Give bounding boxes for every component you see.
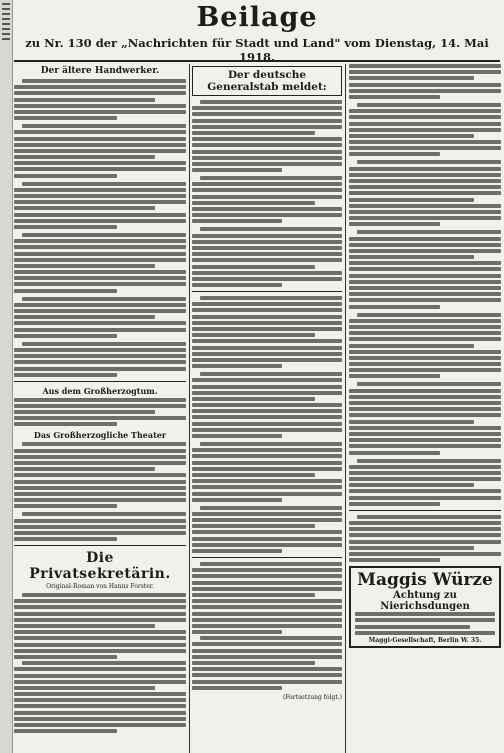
- article-body: [14, 297, 186, 338]
- article-body: [14, 442, 186, 508]
- ad-footer: Maggi-Gesellschaft, Berlin W. 35.: [368, 636, 482, 644]
- continuation-note: (Fortsetzung folgt.): [283, 693, 342, 701]
- report-box-title: Der deutsche Generalstab meldet:: [192, 66, 342, 96]
- article-body: [14, 233, 186, 293]
- article-body: [14, 512, 186, 541]
- column-middle: [192, 64, 342, 753]
- article-body: [14, 342, 186, 377]
- report-body: [192, 227, 342, 287]
- left-page-edge: [0, 0, 13, 753]
- column-divider: [345, 64, 346, 753]
- column-left: [14, 64, 186, 753]
- masthead-rule: [14, 60, 500, 62]
- advertisement-maggi: [349, 566, 501, 648]
- article-body: [192, 372, 342, 438]
- masthead-subtitle: zu Nr. 130 der „Nachrichten für Stadt und Land" vom Dienstag, 14. Mai 1918.: [25, 36, 489, 64]
- masthead: [14, 2, 500, 64]
- article-body: [349, 230, 501, 308]
- novel-author: Original-Roman von Hanns Forster.: [46, 583, 154, 591]
- novel-body: [14, 593, 186, 733]
- article-body: [14, 398, 186, 427]
- article-title-handwerker: Der ältere Handwerker.: [40, 66, 160, 76]
- article-body: [349, 103, 501, 157]
- article-title-theater: Das Großherzogliche Theater: [33, 430, 167, 441]
- article-body: [349, 515, 501, 562]
- article-body: [192, 296, 342, 368]
- novel-body: [192, 562, 342, 690]
- article-body: [349, 459, 501, 506]
- article-body: [192, 442, 342, 502]
- novel-title: Die Privatsekretärin.: [29, 550, 171, 583]
- column-right: [349, 64, 501, 753]
- article-body: [349, 64, 501, 99]
- article-body: [14, 182, 186, 229]
- article-body: [349, 382, 501, 454]
- article-title-grossherzogtum: Aus dem Großherzogtum.: [42, 385, 158, 396]
- masthead-title: Beilage: [196, 2, 318, 33]
- article-body: [349, 160, 501, 226]
- ad-title: Maggis Würze: [357, 570, 493, 591]
- article-body: [14, 124, 186, 178]
- article-body: [192, 506, 342, 553]
- article-body: [349, 313, 501, 379]
- report-body: [192, 176, 342, 223]
- ad-headline: Achtung zu Nierichsdungen: [380, 590, 470, 613]
- article-body: [14, 79, 186, 120]
- report-body: [192, 100, 342, 172]
- column-divider: [189, 64, 190, 753]
